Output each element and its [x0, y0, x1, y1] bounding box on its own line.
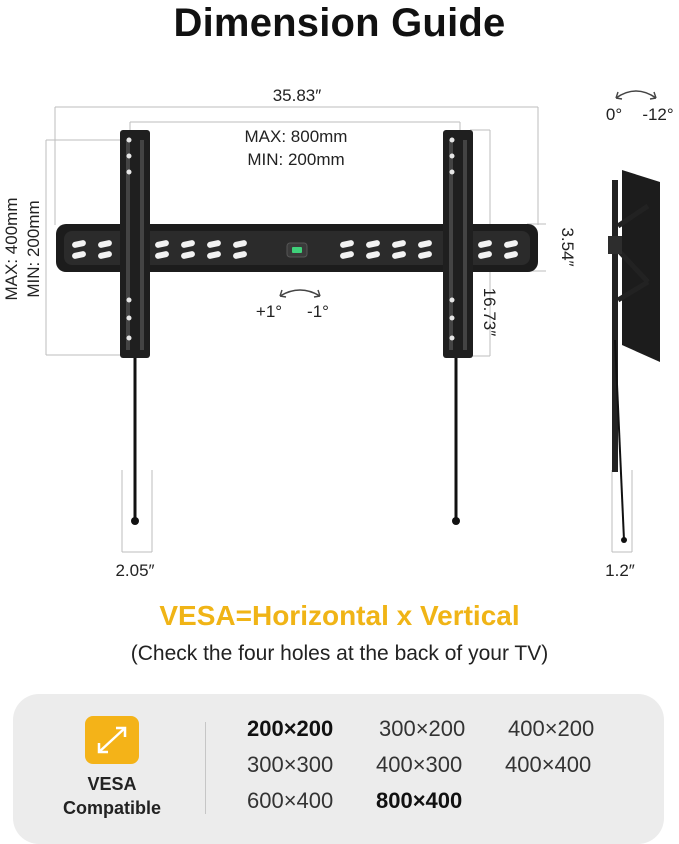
- vesa-size-item: 400×400: [505, 752, 592, 777]
- plate-height-label: 3.54″: [558, 227, 577, 267]
- vesa-size-item: 600×400: [247, 788, 334, 813]
- right-bracket: [443, 130, 473, 525]
- vesa-size-item: 300×200: [379, 716, 466, 741]
- vesa-badge: [85, 716, 139, 764]
- diagonal-arrow-icon: [85, 716, 139, 764]
- vesa-note: (Check the four holes at the back of your TV): [130, 642, 549, 665]
- side-depth-label: 1.2″: [605, 561, 635, 580]
- front-depth-label: 2.05″: [115, 561, 155, 580]
- divider: [205, 722, 206, 814]
- vesa-size-item: 300×300: [247, 752, 334, 777]
- vesa-size-item: 400×300: [376, 752, 463, 777]
- vesa-label-line1: VESA: [87, 774, 137, 794]
- side-tilt-minus-label: -12°: [642, 105, 674, 124]
- side-tilt-zero-label: 0°: [605, 105, 623, 124]
- page-title: Dimension Guide: [173, 1, 506, 45]
- vesa-equation: VESA=Horizontal x Vertical: [159, 600, 520, 631]
- width-label: 35.83″: [272, 86, 322, 105]
- horizontal-max-label: MAX: 800mm: [244, 127, 348, 146]
- vertical-max-label: MAX: 400mm: [2, 197, 21, 301]
- front-tilt-arrow-icon: [280, 290, 320, 296]
- side-view: [608, 170, 660, 543]
- left-bracket: [120, 130, 150, 525]
- bracket-height-label: 16.73″: [480, 287, 499, 337]
- vertical-min-label: MIN: 200mm: [24, 200, 43, 298]
- vesa-size-item: 800×400: [376, 788, 463, 813]
- side-tilt-arrow-icon: [616, 91, 656, 98]
- front-tilt-plus-label: +1°: [255, 302, 283, 321]
- vesa-size-item: 200×200: [247, 716, 334, 741]
- front-tilt-minus-label: -1°: [307, 302, 329, 321]
- vesa-size-item: 400×200: [508, 716, 595, 741]
- vesa-compatible-label: [33, 772, 191, 820]
- horizontal-min-label: MIN: 200mm: [247, 150, 345, 169]
- vesa-label-line2: Compatible: [62, 798, 161, 818]
- vesa-panel: [13, 694, 664, 844]
